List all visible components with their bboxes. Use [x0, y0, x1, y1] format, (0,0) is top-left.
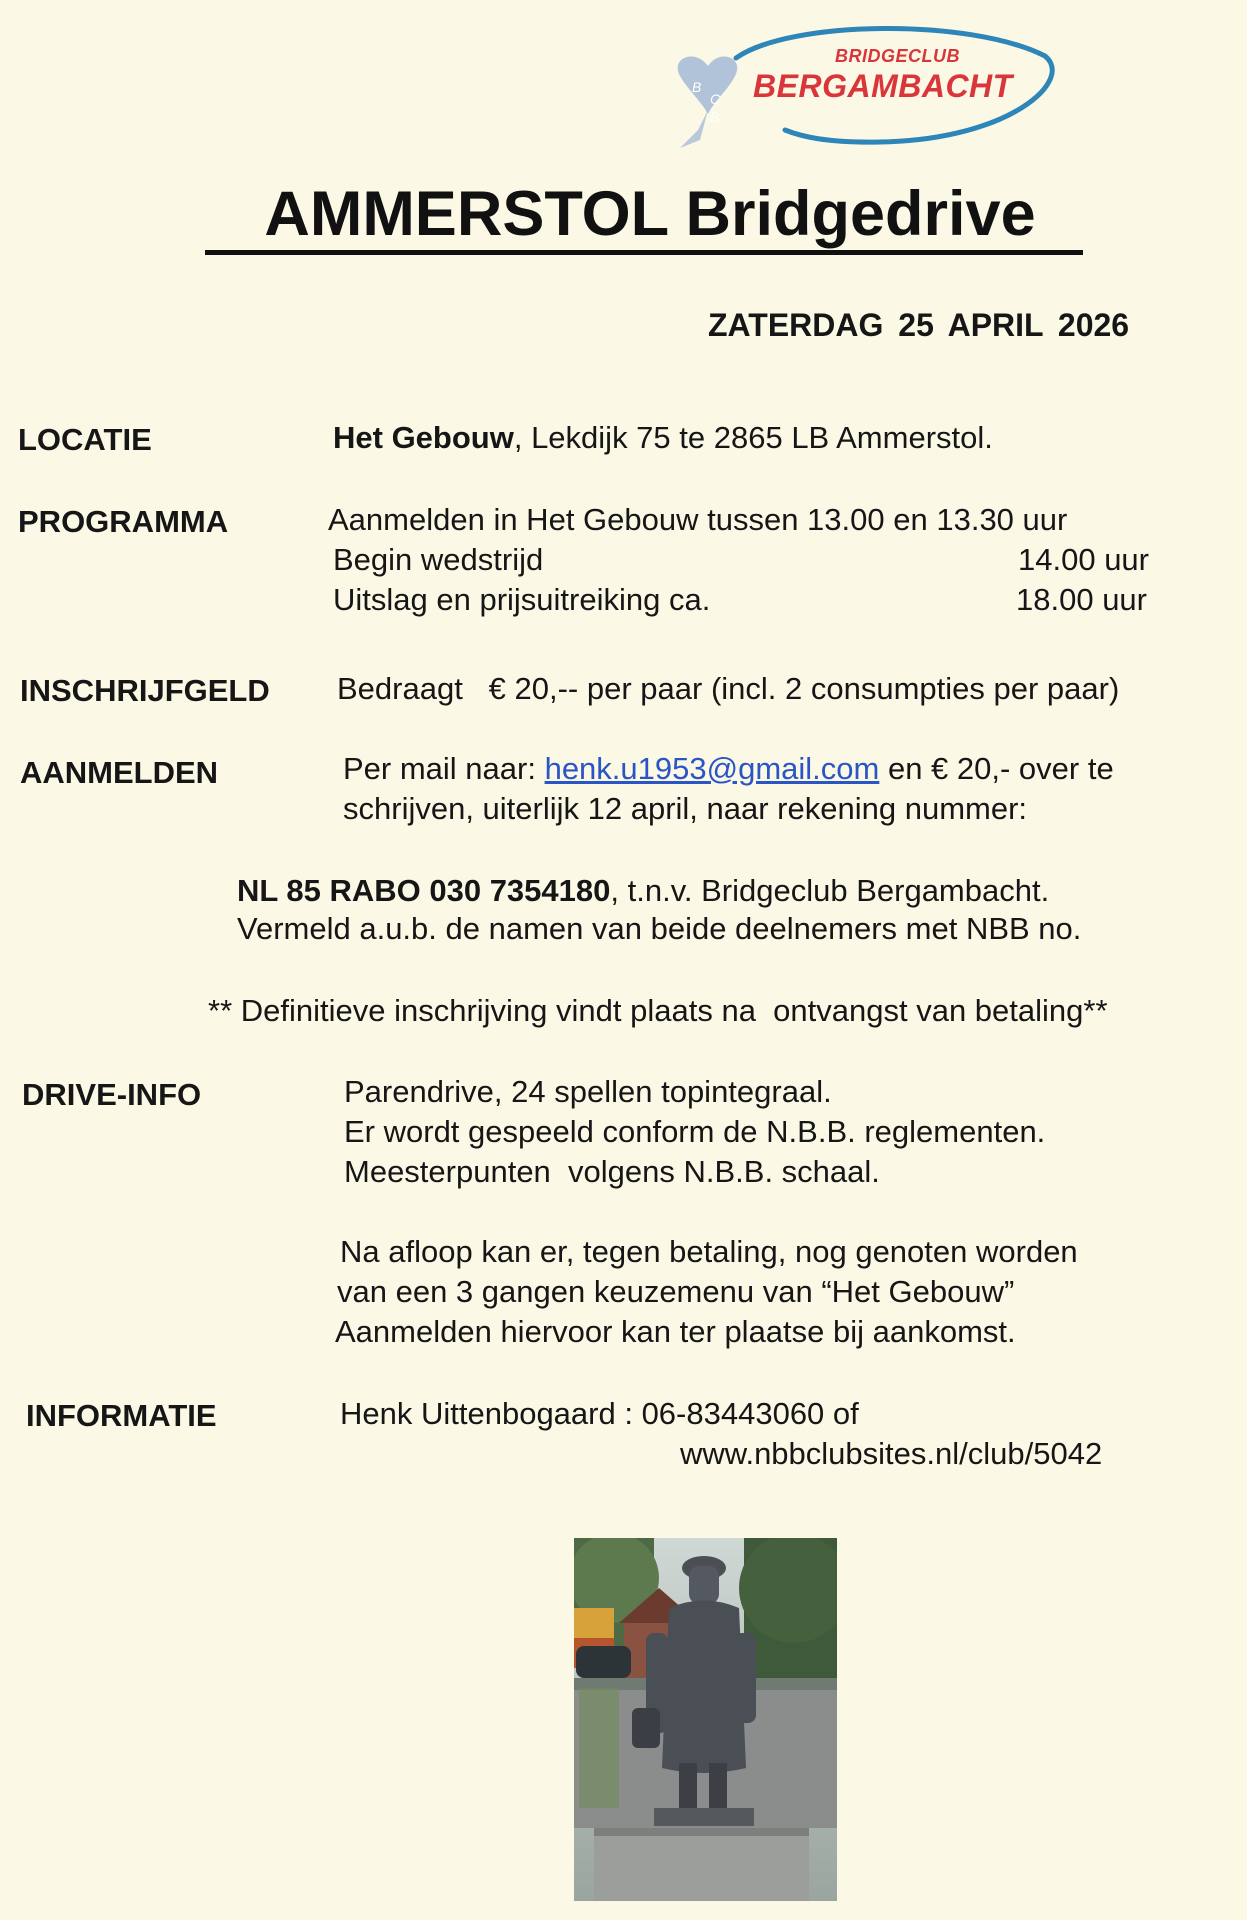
programma-time-results: 18.00 uur — [1016, 582, 1147, 617]
aanmelden-line1 — [343, 751, 1114, 787]
drive-info-label: DRIVE-INFO — [22, 1077, 202, 1112]
drive-info-line: Parendrive, 24 spellen topintegraal. — [344, 1074, 832, 1109]
spade-emblem-icon — [678, 57, 738, 114]
programma-row-results: Uitslag en prijsuitreiking ca. — [333, 582, 711, 617]
locatie-label: LOCATIE — [18, 422, 152, 457]
menu-line: van een 3 gangen keuzemenu van “Het Gebouw” — [337, 1274, 1015, 1309]
menu-line: Na afloop kan er, tegen betaling, nog genoten worden — [340, 1234, 1078, 1269]
definitive-note: ** Definitieve inschrijving vindt plaats na ontvangst van betaling** — [208, 993, 1108, 1028]
aanmelden-line2: schrijven, uiterlijk 12 april, naar rekening nummer: — [343, 791, 1028, 826]
emblem-letter: B — [710, 109, 720, 125]
emblem-letter: B — [692, 79, 702, 95]
locatie-text — [333, 420, 993, 456]
programma-label: PROGRAMMA — [18, 504, 229, 539]
informatie-label: INFORMATIE — [26, 1398, 217, 1433]
iban-line — [237, 873, 1049, 909]
event-date: ZATERDAG 25 APRIL 2026 — [708, 307, 1130, 343]
drive-info-line: Er wordt gespeeld conform de N.B.B. reglementen. — [344, 1114, 1046, 1149]
iban-number: NL 85 RABO 030 7354180 — [237, 873, 611, 908]
drive-info-line: Meesterpunten volgens N.B.B. schaal. — [344, 1154, 880, 1189]
programma-row-start: Begin wedstrijd — [333, 542, 544, 577]
venue-name: Het Gebouw — [333, 420, 514, 455]
inschrijfgeld-text: Bedraagt € 20,-- per paar (incl. 2 consumpties per paar) — [337, 671, 1120, 706]
email-link[interactable]: henk.u1953@gmail.com — [544, 751, 880, 786]
website-link[interactable]: www.nbbclubsites.nl/club/5042 — [680, 1436, 1103, 1471]
programma-row-registration: Aanmelden in Het Gebouw tussen 13.00 en 13.30 uur — [328, 502, 1068, 537]
logo-line-big: BERGAMBACHT — [753, 68, 1013, 104]
aanmelden-suffix: en € 20,- over te — [879, 751, 1114, 786]
emblem-letter: C — [710, 91, 721, 107]
programma-time-start: 14.00 uur — [1018, 542, 1149, 577]
inschrijfgeld-label: INSCHRIJFGELD — [20, 673, 270, 708]
club-logo — [650, 18, 1060, 148]
statue-photo — [574, 1538, 837, 1901]
title-underline — [205, 250, 1083, 255]
logo-line-small: BRIDGECLUB — [835, 46, 960, 66]
venue-address: , Lekdijk 75 te 2865 LB Ammerstol. — [513, 420, 993, 455]
page-title: AMMERSTOL Bridgedrive — [264, 179, 1036, 249]
iban-holder: , t.n.v. Bridgeclub Bergambacht. — [610, 873, 1050, 908]
contact-line: Henk Uittenbogaard : 06-83443060 of — [340, 1396, 859, 1431]
aanmelden-label: AANMELDEN — [20, 755, 219, 790]
menu-line: Aanmelden hiervoor kan ter plaatse bij aankomst. — [335, 1314, 1016, 1349]
names-note: Vermeld a.u.b. de namen van beide deelnemers met NBB no. — [237, 911, 1082, 946]
aanmelden-prefix: Per mail naar: — [343, 751, 545, 786]
